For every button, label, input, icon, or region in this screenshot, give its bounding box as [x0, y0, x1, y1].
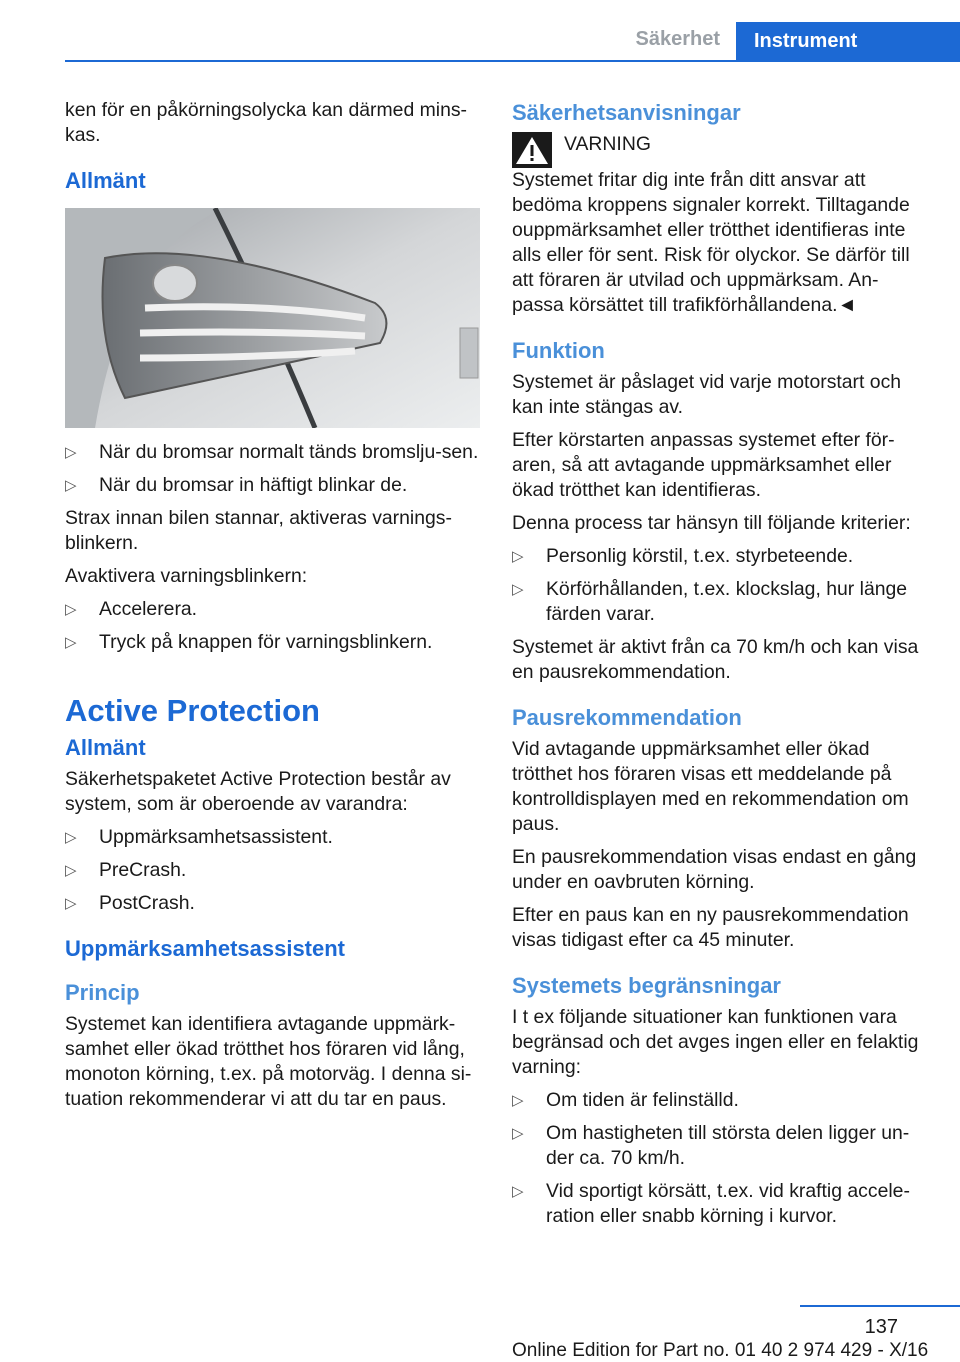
avaktivera-text: Avaktivera varningsblinkern:: [65, 565, 308, 587]
list-item: ▷ Tryck på knappen för varningsblinkern.: [65, 630, 480, 655]
header-rule: [65, 60, 960, 62]
list-item: ▷ Personlig körstil, t.ex. styrbeteende.: [512, 544, 930, 569]
funktion-text-3: Denna process tar hänsyn till följande kriterier:: [512, 512, 911, 534]
page-header: [65, 0, 960, 62]
right-column: [512, 98, 930, 1237]
limit-list: [512, 1088, 930, 1229]
list-item: ▷ Uppmärksamhetsassistent.: [65, 825, 480, 850]
heading-active-protection: Active Protection: [65, 693, 320, 728]
heading-princip: Princip: [65, 980, 140, 1005]
heading-allmant: Allmänt: [65, 168, 146, 193]
heading-pausrekommendation: Pausrekommendation: [512, 705, 742, 730]
system-list: [65, 825, 480, 916]
list-item: ▷ När du bromsar normalt tänds bromslju-sen.: [65, 440, 480, 465]
section-tab: Säkerhet: [635, 28, 720, 50]
paket-text: Säkerhetspaketet Active Protection består av system, som är oberoende av varandra:: [65, 768, 451, 815]
left-column: [65, 98, 480, 1120]
warning-title: VARNING: [564, 133, 651, 155]
footer-rule: [800, 1305, 960, 1307]
heading-funktion: Funktion: [512, 338, 605, 363]
list-item: ▷ Om hastigheten till största delen ligger un-der ca. 70 km/h.: [512, 1121, 930, 1171]
list-item: ▷ När du bromsar in häftigt blinkar de.: [65, 473, 480, 498]
list-item: ▷ PreCrash.: [65, 858, 480, 883]
edition-footer: Online Edition for Part no. 01 40 2 974 429 - X/16: [512, 1340, 929, 1361]
tail-light-photo: [65, 208, 480, 428]
funktion-text-1: Systemet är påslaget vid varje motorstart och kan inte stängas av.: [512, 371, 902, 418]
criteria-list: [512, 544, 930, 627]
list-item: ▷ PostCrash.: [65, 891, 480, 916]
list-item: ▷ Om tiden är felinställd.: [512, 1088, 930, 1113]
heading-assistent: Uppmärksamhetsassistent: [65, 936, 346, 961]
list-item: ▷ Vid sportigt körsätt, t.ex. vid kraftig accele-ration eller snabb körning i kurvor.: [512, 1179, 930, 1229]
warning-block: [512, 132, 930, 168]
list-item: ▷ Accelerera.: [65, 597, 480, 622]
chapter-tab: Instrument: [736, 22, 960, 60]
warning-text: Systemet fritar dig inte från ditt ansvar att bedöma kroppens signaler korrekt. Tilltagande ouppmärksamhet eller trötthet identifieras inte alls eller för sent. Risk för olyckor. Se därför till att föraren är utvilad och uppmärksam. An-passa körsättet till trafikförhållandena.◄: [512, 169, 910, 316]
heading-begransningar: Systemets begränsningar: [512, 973, 781, 998]
heading-sakerhetsanvisningar: Säkerhetsanvisningar: [512, 100, 741, 125]
deactivate-list: [65, 597, 480, 655]
princip-text: Systemet kan identifiera avtagande uppmärk-samhet eller ökad trötthet hos föraren vid lång, monoton körning, t.ex. på motorväg. I denna si-tuation rekommenderar vi att du tar en paus.: [65, 1013, 472, 1110]
list-item: ▷ Körförhållanden, t.ex. klockslag, hur länge färden varar.: [512, 577, 930, 627]
page-number: 137: [864, 1316, 898, 1338]
paus-text-2: En pausrekommendation visas endast en gång under en oavbruten körning.: [512, 846, 917, 893]
begransningar-text: I t ex följande situationer kan funktionen vara begränsad och det avges ingen eller en felaktig varning:: [512, 1006, 919, 1078]
warning-icon: [512, 132, 552, 168]
intro-text: ken för en påkörningsolycka kan därmed mins-kas.: [65, 99, 468, 146]
brake-list: [65, 440, 480, 498]
paus-text-3: Efter en paus kan en ny pausrekommendation visas tidigast efter ca 45 minuter.: [512, 904, 909, 951]
strax-text: Strax innan bilen stannar, aktiveras varnings-blinkern.: [65, 507, 452, 554]
aktiv-text: Systemet är aktivt från ca 70 km/h och kan visa en pausrekommendation.: [512, 636, 919, 683]
paus-text-1: Vid avtagande uppmärksamhet eller ökad trötthet hos föraren visas ett meddelande på kontrolldisplayen med en rekommendation om paus.: [512, 738, 909, 835]
funktion-text-2: Efter körstarten anpassas systemet efter för-aren, så att avtagande uppmärksamhet eller ökad trötthet kan identifieras.: [512, 429, 895, 501]
heading-allmant-2: Allmänt: [65, 735, 146, 760]
